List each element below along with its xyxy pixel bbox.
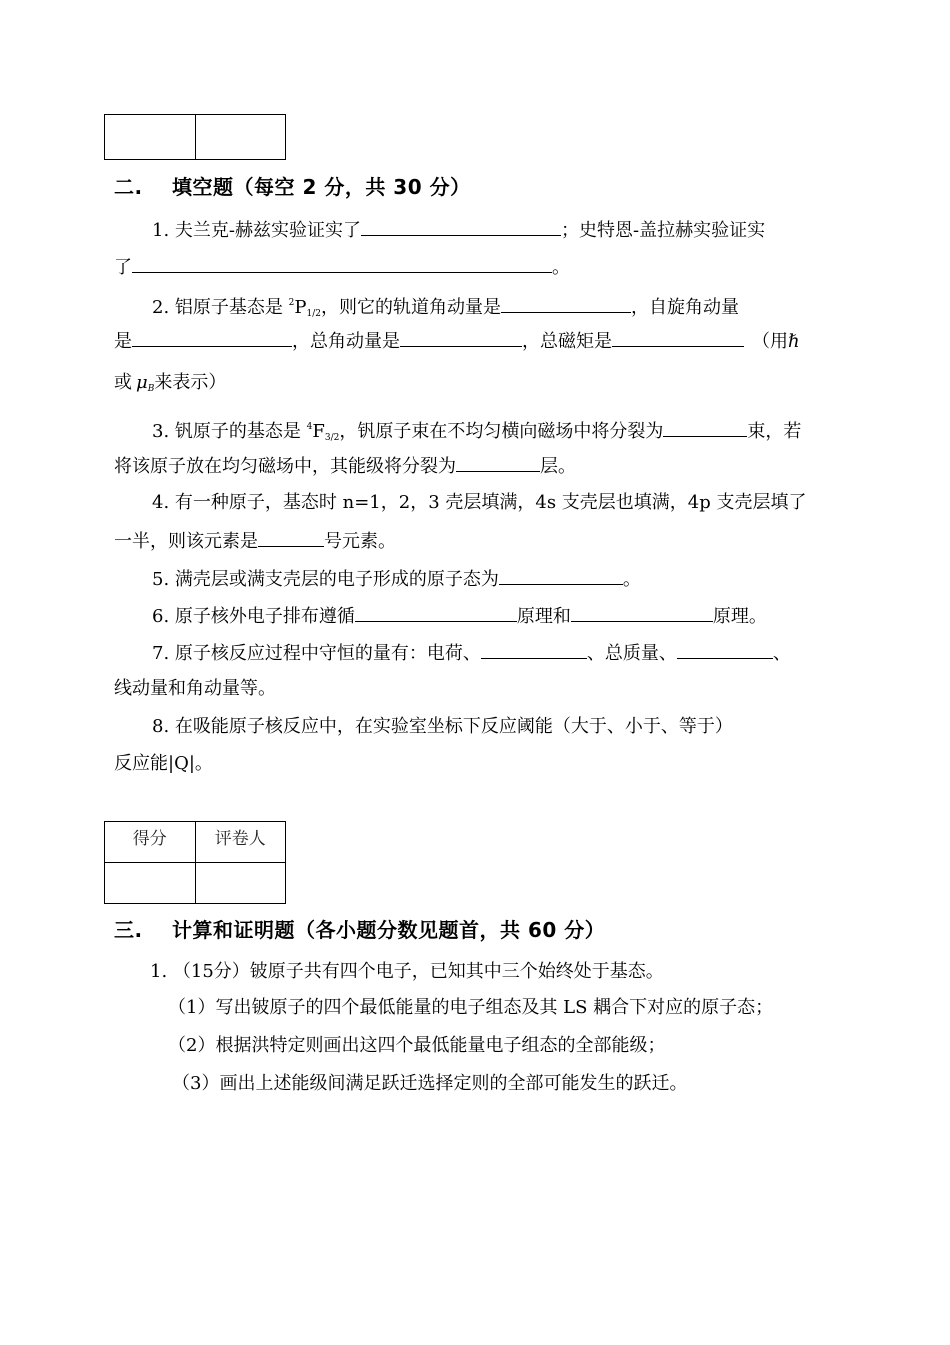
question-7-text-d: 线动量和角动量等。: [114, 678, 276, 699]
problem-1-part-2: （2）根据洪特定则画出这四个最低能量电子组态的全部能级；: [168, 1035, 666, 1056]
answer-blank-3b[interactable]: [456, 453, 540, 472]
answer-blank-4[interactable]: [258, 528, 324, 547]
question-1-text-b: ；史特恩-盖拉赫实验证实: [560, 220, 766, 241]
term-symbol-al: $^2P_{1/2}$: [288, 297, 321, 319]
question-4-line-2: [114, 528, 396, 554]
question-7-text: 7. 原子核反应过程中守恒的量有：电荷、: [152, 643, 481, 664]
question-5-text: 5. 满壳层或满支壳层的电子形成的原子态为: [152, 569, 499, 590]
question-2-text-c: ，自旋角动量: [630, 297, 739, 318]
question-4-text: 4. 有一种原子，基态时 n=1，2，3 壳层填满，4s 支壳层也填满，4p 支壳层填了: [152, 492, 807, 513]
question-2-text-d: 是: [114, 331, 132, 352]
grader-cell[interactable]: [195, 863, 286, 904]
answer-blank-2d[interactable]: [612, 328, 744, 347]
score-box-bottom: [104, 821, 286, 904]
section-2-number: 二.: [114, 175, 143, 199]
score-box-top: [104, 114, 286, 160]
question-5-line-1: [152, 566, 641, 592]
answer-blank-1a[interactable]: [361, 217, 561, 236]
question-3-text-c: 束，若: [747, 421, 802, 442]
question-4-line-1: [152, 491, 806, 515]
answer-blank-7b[interactable]: [677, 640, 773, 659]
question-3-line-1: [152, 415, 801, 450]
question-8-line-1: [152, 715, 733, 739]
question-2-text-b: ，则它的轨道角动量是: [320, 297, 501, 318]
answer-blank-7a[interactable]: [481, 640, 587, 659]
question-6-text-c: 原理。: [712, 606, 767, 627]
question-8-text-b: 反应能|Q|。: [114, 753, 213, 774]
section-2-heading: [114, 171, 471, 200]
question-7-text-b: 、总质量、: [586, 643, 677, 664]
question-7-text-c: 、: [772, 643, 791, 664]
question-2-text: 2. 铝原子基态是: [152, 297, 283, 318]
answer-blank-2b[interactable]: [132, 328, 292, 347]
score-cell[interactable]: [105, 115, 196, 160]
term-symbol-v: $^4F_{3/2}$: [306, 421, 340, 443]
problem-1-part-1: （1）写出铍原子的四个最低能量的电子组态及其 LS 耦合下对应的原子态；: [168, 997, 774, 1018]
question-2-line-2: [114, 328, 800, 354]
score-cell[interactable]: [105, 863, 196, 904]
question-3-line-2: [114, 453, 576, 479]
question-2-text-i: 来表示）: [154, 372, 227, 393]
answer-blank-2a[interactable]: [501, 294, 631, 313]
question-6-text: 6. 原子核外电子排布遵循: [152, 606, 355, 627]
question-4-text-b: 一半，则该元素是: [114, 531, 258, 552]
question-2-line-3: [114, 371, 226, 401]
question-1-text: 1. 夫兰克-赫兹实验证实了: [152, 220, 361, 241]
question-1-text-d: 。: [552, 257, 570, 278]
section-3-title: 计算和证明题（各小题分数见题首，共 60 分）: [172, 918, 606, 942]
answer-blank-5[interactable]: [499, 566, 623, 585]
question-1-line-2: [114, 254, 570, 280]
question-1-line-1: [152, 217, 765, 243]
answer-blank-2c[interactable]: [400, 328, 522, 347]
section-3-number: 三.: [114, 918, 143, 942]
question-2-text-f: ，总磁矩是: [522, 331, 612, 352]
problem-1-intro: 1. （15分）铍原子共有四个电子，已知其中三个始终处于基态。: [150, 961, 664, 982]
section-3-heading: [114, 914, 605, 943]
question-4-text-c: 号元素。: [324, 531, 396, 552]
question-1-text-c: 了: [114, 257, 132, 278]
question-8-text: 8. 在吸能原子核反应中，在实验室坐标下反应阈能（大于、小于、等于）: [152, 716, 733, 737]
problem-1-part-3: （3）画出上述能级间满足跃迁选择定则的全部可能发生的跃迁。: [172, 1073, 688, 1094]
question-2-line-1: [152, 291, 739, 326]
question-3-text-b: ，钒原子束在不均匀横向磁场中将分裂为: [339, 421, 664, 442]
question-7-line-1: [152, 640, 791, 666]
section-2-title: 填空题（每空 2 分，共 30 分）: [172, 175, 471, 199]
answer-blank-1b[interactable]: [132, 254, 552, 273]
answer-blank-6b[interactable]: [571, 603, 713, 622]
question-2-text-e: ，总角动量是: [292, 331, 400, 352]
answer-blank-3a[interactable]: [663, 418, 747, 437]
question-5-text-b: 。: [622, 569, 641, 590]
grader-cell[interactable]: [195, 115, 286, 160]
question-3-text-e: 层。: [540, 456, 576, 477]
question-2-text-h: 或: [114, 372, 132, 393]
grader-header: 评卷人: [195, 822, 286, 863]
question-3-text-d: 将该原子放在均匀磁场中，其能级将分裂为: [114, 456, 456, 477]
answer-blank-6a[interactable]: [355, 603, 517, 622]
bohr-magneton-symbol: $\mu_B$: [136, 372, 155, 394]
question-8-line-2: [114, 752, 213, 776]
question-2-text-g: （用: [752, 331, 788, 352]
question-6-line-1: [152, 603, 767, 629]
question-3-text: 3. 钒原子的基态是: [152, 421, 301, 442]
score-header: 得分: [105, 822, 196, 863]
question-6-text-b: 原理和: [516, 606, 571, 627]
hbar-symbol: ℏ: [788, 331, 800, 352]
question-7-line-2: [114, 677, 276, 701]
